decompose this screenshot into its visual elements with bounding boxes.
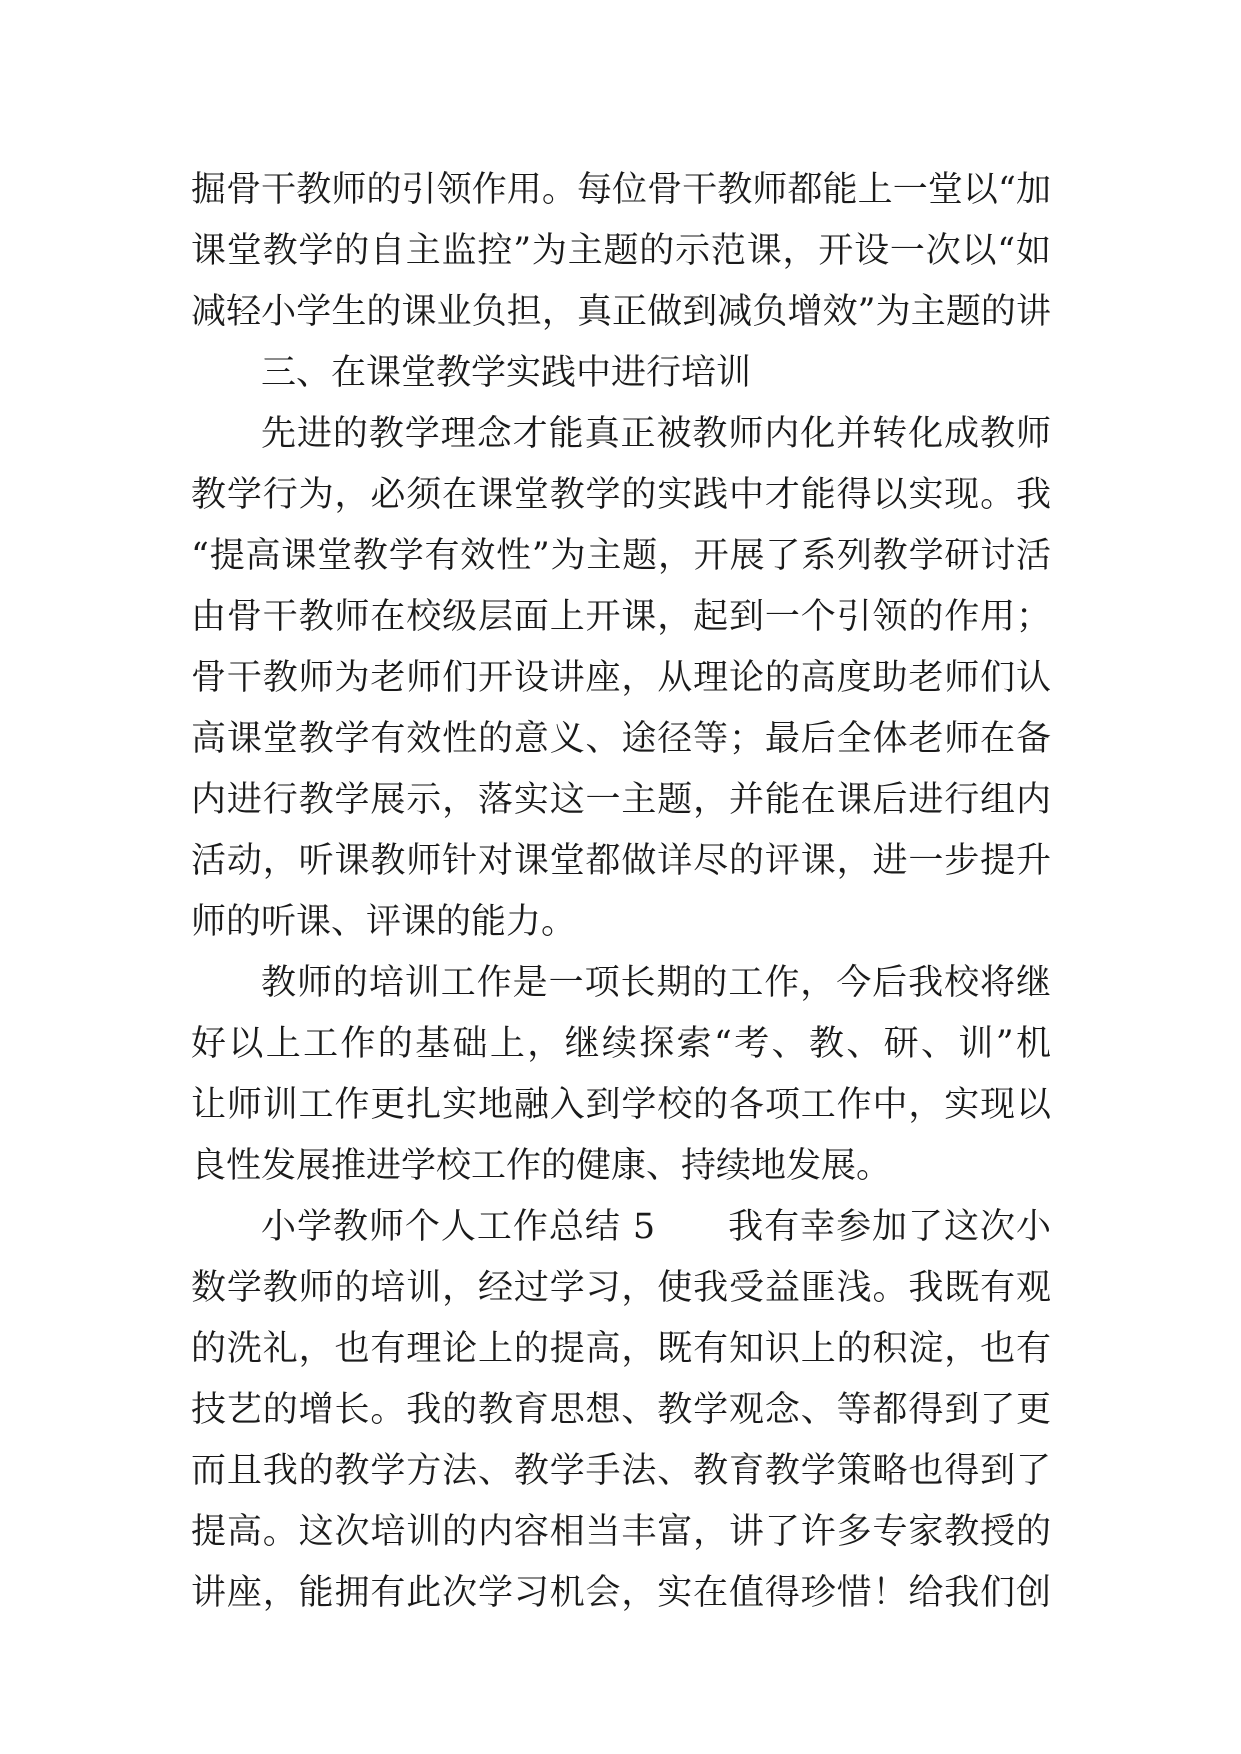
text-line: 内进行教学展示，落实这一主题，并能在课后进行组内 [191, 780, 1051, 820]
text-line: 而且我的教学方法、教学手法、教育教学策略也得到了 [191, 1451, 1051, 1491]
text-line: 三、在课堂教学实践中进行培训 [261, 353, 752, 393]
text-line: 减轻小学生的课业负担，真正做到减负增效”为主题的讲 [191, 292, 1051, 332]
text-line: 教学行为，必须在课堂教学的实践中才能得以实现。我 [191, 475, 1051, 515]
text-line: 让师训工作更扎实地融入到学校的各项工作中，实现以 [191, 1085, 1051, 1125]
document-body [191, 160, 1051, 1624]
text-line: 课堂教学的自主监控”为主题的示范课，开设一次以“如 [191, 231, 1051, 271]
text-line: 高课堂教学有效性的意义、途径等；最后全体老师在备 [191, 719, 1051, 759]
text-line: 数学教师的培训，经过学习，使我受益匪浅。我既有观 [191, 1268, 1051, 1308]
text-line: 好以上工作的基础上，继续探索“考、教、研、训”机 [191, 1024, 1051, 1064]
text-line: 讲座，能拥有此次学习机会，实在值得珍惜！给我们创 [191, 1573, 1051, 1613]
text-line: 教师的培训工作是一项长期的工作，今后我校将继 [261, 963, 1051, 1003]
text-line: 提高。这次培训的内容相当丰富，讲了许多专家教授的 [191, 1512, 1051, 1552]
text-line: 活动，听课教师针对课堂都做详尽的评课，进一步提升 [191, 841, 1051, 881]
text-line: 技艺的增长。我的教育思想、教学观念、等都得到了更 [191, 1390, 1051, 1430]
text-line: 师的听课、评课的能力。 [191, 902, 577, 942]
text-line: 的洗礼，也有理论上的提高，既有知识上的积淀，也有 [191, 1329, 1051, 1369]
text-line: 由骨干教师在校级层面上开课，起到一个引领的作用； [191, 597, 1051, 637]
text-line: 小学教师个人工作总结 5 我有幸参加了这次小 [261, 1207, 1051, 1247]
text-line: 良性发展推进学校工作的健康、持续地发展。 [191, 1146, 892, 1186]
text-line: 掘骨干教师的引领作用。每位骨干教师都能上一堂以“加 [191, 170, 1051, 210]
text-line: 先进的教学理念才能真正被教师内化并转化成教师 [261, 414, 1051, 454]
text-line: “提高课堂教学有效性”为主题，开展了系列教学研讨活 [191, 536, 1051, 576]
text-line: 骨干教师为老师们开设讲座，从理论的高度助老师们认 [191, 658, 1051, 698]
